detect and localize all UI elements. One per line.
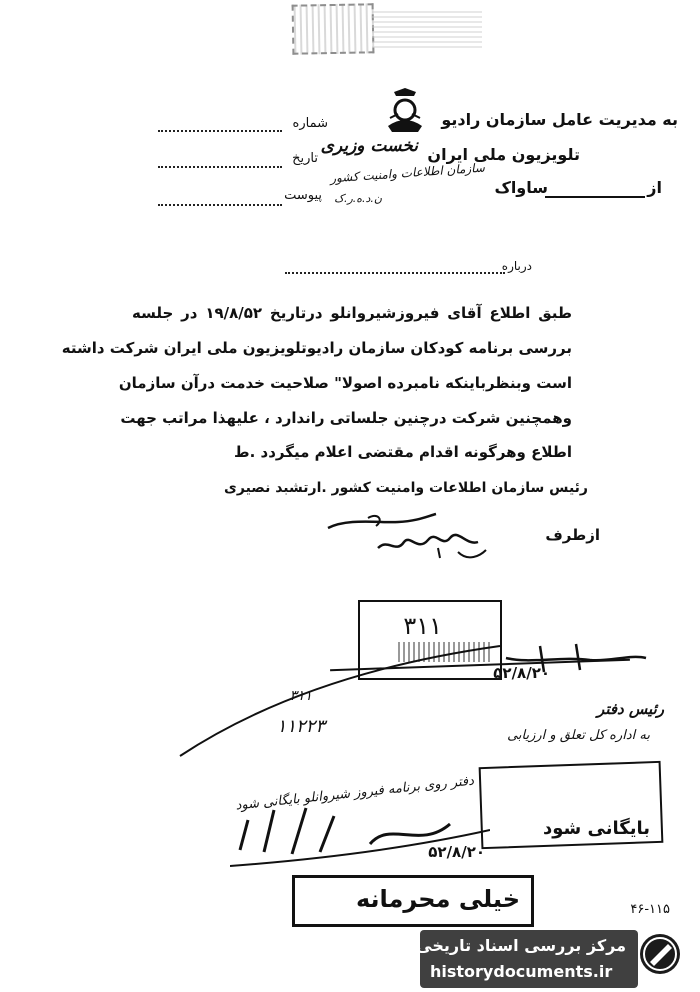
watermark-title: مرکز بررسی اسناد تاریخی bbox=[416, 936, 626, 955]
archive-stamp-text: بایگانی شود bbox=[543, 818, 650, 839]
handwritten-signature-icon bbox=[318, 508, 498, 570]
page-reference: ۴۶-۱۱۵ bbox=[630, 902, 670, 917]
number-label: شماره bbox=[292, 116, 328, 131]
watermark-url[interactable]: historydocuments.ir bbox=[430, 962, 613, 981]
emblem-code: ن.د.ه.ر.ک bbox=[334, 192, 382, 205]
from-label: از bbox=[647, 178, 662, 197]
body-line-4: وهمچنین شرکت درچنین جلساتی راندارد ، علیهذا مراتب جهت bbox=[120, 409, 572, 427]
note-line-2: به اداره کل تعلق و ارزیابی bbox=[507, 728, 650, 743]
watermark-logo-icon bbox=[640, 934, 680, 974]
number-field-line bbox=[158, 130, 282, 132]
top-faded-stamp bbox=[292, 3, 375, 54]
top-faded-stamp-extension bbox=[372, 8, 482, 48]
signer-line: رئیس سازمان اطلاعات وامنیت کشور .ارتشبد نصیری bbox=[224, 480, 588, 496]
emblem-title: نخست وزیری bbox=[320, 136, 418, 156]
body-line-2: بررسی برنامه کودکان سازمان رادیوتلویزیون ملی ایران شرکت داشته bbox=[61, 339, 572, 357]
on-behalf-label: ازطرف bbox=[545, 526, 600, 544]
body-line-5: اطلاع وهرگونه اقدام مقتضی اعلام میگردد .ط bbox=[234, 443, 572, 461]
subject-label: درباره bbox=[501, 259, 532, 273]
note-line-1: رئیس دفتر bbox=[597, 700, 664, 718]
recipient-line-1: به مدیریت عامل سازمان رادیو bbox=[441, 110, 678, 129]
curved-strike-mark-icon bbox=[160, 640, 520, 760]
registration-stamp-number: ۳۱۱ bbox=[403, 612, 442, 640]
date-field-line bbox=[158, 166, 282, 168]
from-underline bbox=[545, 196, 645, 198]
handwritten-number: ۳۱۱ bbox=[289, 688, 312, 704]
from-value: ساواک bbox=[494, 178, 548, 197]
body-line-1: طبق اطلاع آقای فیروزشیروانلو درتاریخ ۱۹/۸/۵۲ در جلسه bbox=[132, 304, 572, 322]
bottom-date: ۵۲/۸/۲۰ bbox=[428, 843, 485, 861]
lion-and-sun-emblem-icon bbox=[380, 88, 430, 134]
attachment-label: پیوست bbox=[284, 188, 322, 203]
handwritten-date: ۵۲/۸/۲۰ bbox=[493, 664, 550, 682]
attachment-field-line bbox=[158, 204, 282, 206]
subject-field-line bbox=[285, 272, 505, 274]
emblem-subtitle: سازمان اطلاعات وامنیت کشور bbox=[329, 160, 486, 186]
body-line-3: است وبنظرباینکه نامبرده اصولا" صلاحیت خدمت درآن سازمان bbox=[118, 374, 572, 392]
handwritten-code: ۱۱۲۲۳ bbox=[276, 716, 325, 737]
classification-stamp-text: خیلی محرمانه bbox=[355, 885, 520, 913]
archive-note: دفتر روی برنامه فیروز شیروانلو بایگانی شود bbox=[234, 773, 475, 814]
recipient-line-2: تلویزیون ملی ایران bbox=[427, 145, 580, 164]
date-label: تاریخ bbox=[292, 151, 318, 166]
